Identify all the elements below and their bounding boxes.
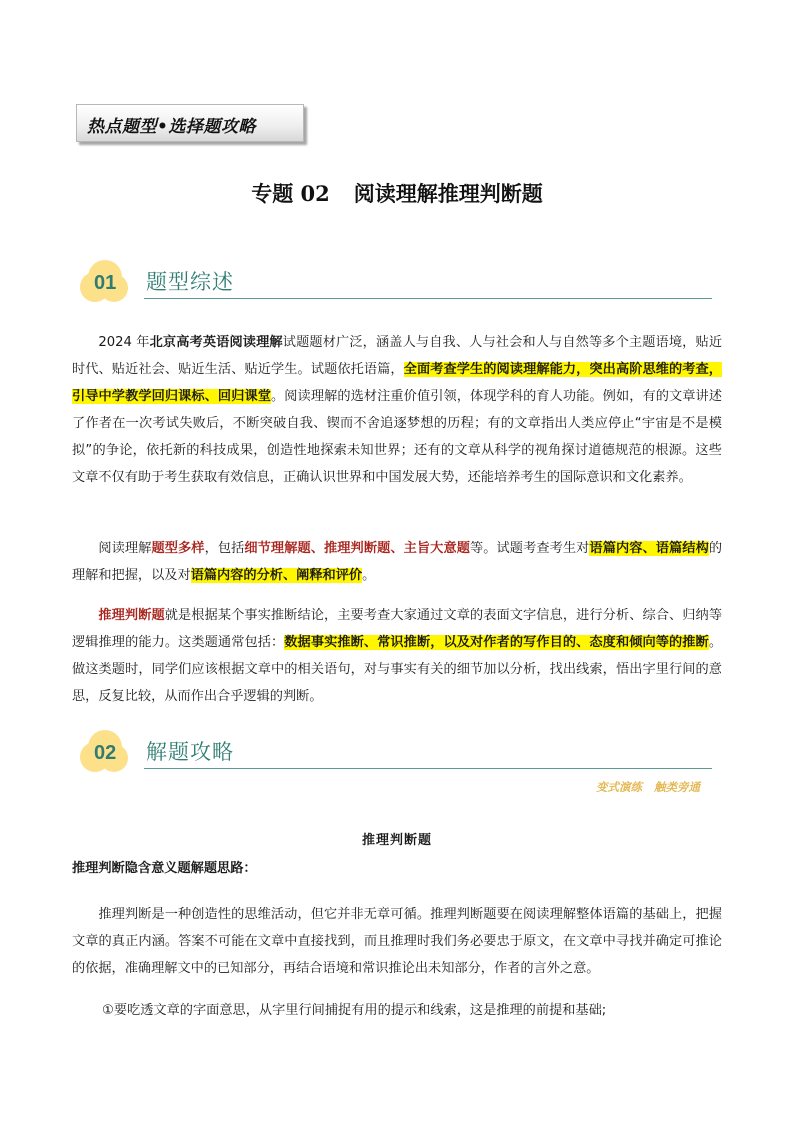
title-part-1: 专题 02 (251, 181, 330, 206)
paragraph-question-types (72, 535, 722, 589)
step-item-1: ①要吃透文章的字面意思，从字里行间捕捉有用的提示和线索，这是推理的前提和基础; (102, 1003, 607, 1018)
p1-text-b: 北京高考英语阅读理解 (149, 335, 283, 350)
subsection-heading: 推理判断隐含意义题解题思路： (72, 861, 257, 876)
p2-red-b: 题型多样 (151, 541, 205, 556)
p3-red-a: 推理判断题 (98, 608, 165, 623)
section-number: 01 (94, 272, 117, 294)
section-divider (144, 298, 712, 299)
section-heading: 解题攻略 (146, 740, 234, 764)
tagline-left: 变式演练 (596, 780, 642, 794)
p2-text-a: 阅读理解 (98, 541, 152, 556)
title-part-2: 阅读理解推理判断题 (353, 181, 543, 206)
p2-highlight-f: 语篇内容、语篇结构 (589, 541, 709, 556)
p2-red-d: 细节理解题、推理判断题、主旨大意题 (244, 541, 470, 556)
tagline (596, 779, 700, 795)
p3-text-d: 。 做这类题时，同学们应该根据文章中的相关语句，对与事实有关的细节加以分析，找出线索，悟出字里行间的意思，反复比较，从而作出合乎逻辑的判断。 (72, 635, 723, 704)
tagline-right: 触类旁通 (654, 780, 700, 794)
p2-text-i: 。 (362, 568, 376, 583)
p1-text-e: 。阅读理解的选材注重价值引领，体现学科的育人功能。例如，有的文章讲述了作者在一次考试失败后，不断突破自我、锲而不舍追逐梦想的历程；有的文章指出人类应停止“宇宙是不是模拟”的争论，依托新的科技成果，创造性地探索未知世界；还有的文章从科学的视角探讨道德规范的根源。这些文章不仅有助于考生获取有效信息，正确认识世界和中国发展大势，还能培养考生的国际意识和文化素养。 (72, 389, 723, 485)
p3-text-b: 就是根据某个事实推断结论，主要考查大家通过文章的表面文字信息，进行分析、综合、归纳等逻辑推理的能力。这类题通常包括： (72, 608, 723, 650)
p2-text-c: ，包括 (204, 541, 245, 556)
p1-highlight: 全面考查学生的阅读理解能力，突出高阶思维的考查，引导中学教学回归课标、回归课堂 (72, 362, 722, 404)
section-header-02 (80, 726, 712, 786)
banner-text: 热点题型•选择题攻略 (87, 117, 256, 137)
paragraph-inference-definition (72, 602, 722, 710)
paragraph-overview (72, 329, 722, 491)
section-divider (144, 768, 712, 769)
p2-text-e: 等。试题考查考生对 (469, 541, 590, 556)
p2-text-g: 的理解和把握，以及对 (72, 541, 723, 583)
p1-text-c: 试题题材广泛，涵盖人与自我、人与社会和人与自然等多个主题语境，贴近时代、贴近社会、贴近生活、贴近学生。试题依托语篇， (72, 335, 723, 377)
section-number: 02 (94, 742, 117, 764)
topic-banner (76, 104, 304, 142)
p3-highlight-c: 数据事实推断、常识推断，以及对作者的写作目的、态度和倾向等的推断 (284, 635, 709, 650)
section-heading: 题型综述 (146, 270, 234, 294)
paragraph-approach: 推理判断是一种创造性的思维活动，但它并非无章可循。推理判断题要在阅读理解整体语篇的基础上，把握文章的真正内涵。答案不可能在文章中直接找到，而且推理时我们务必要忠于原文，在文章中寻找并确定可推论的依据，准确理解文中的已知部分，再结合语境和常识推论出未知部分，作者的言外之意。 (72, 907, 722, 976)
document-title (0, 178, 794, 208)
subsection-title: 推理判断题 (361, 833, 432, 848)
section-header-01 (80, 256, 712, 316)
p1-text-a: 2024 年 (98, 335, 150, 350)
p2-highlight-h: 语篇内容的分析、阐释和评价 (190, 568, 363, 583)
